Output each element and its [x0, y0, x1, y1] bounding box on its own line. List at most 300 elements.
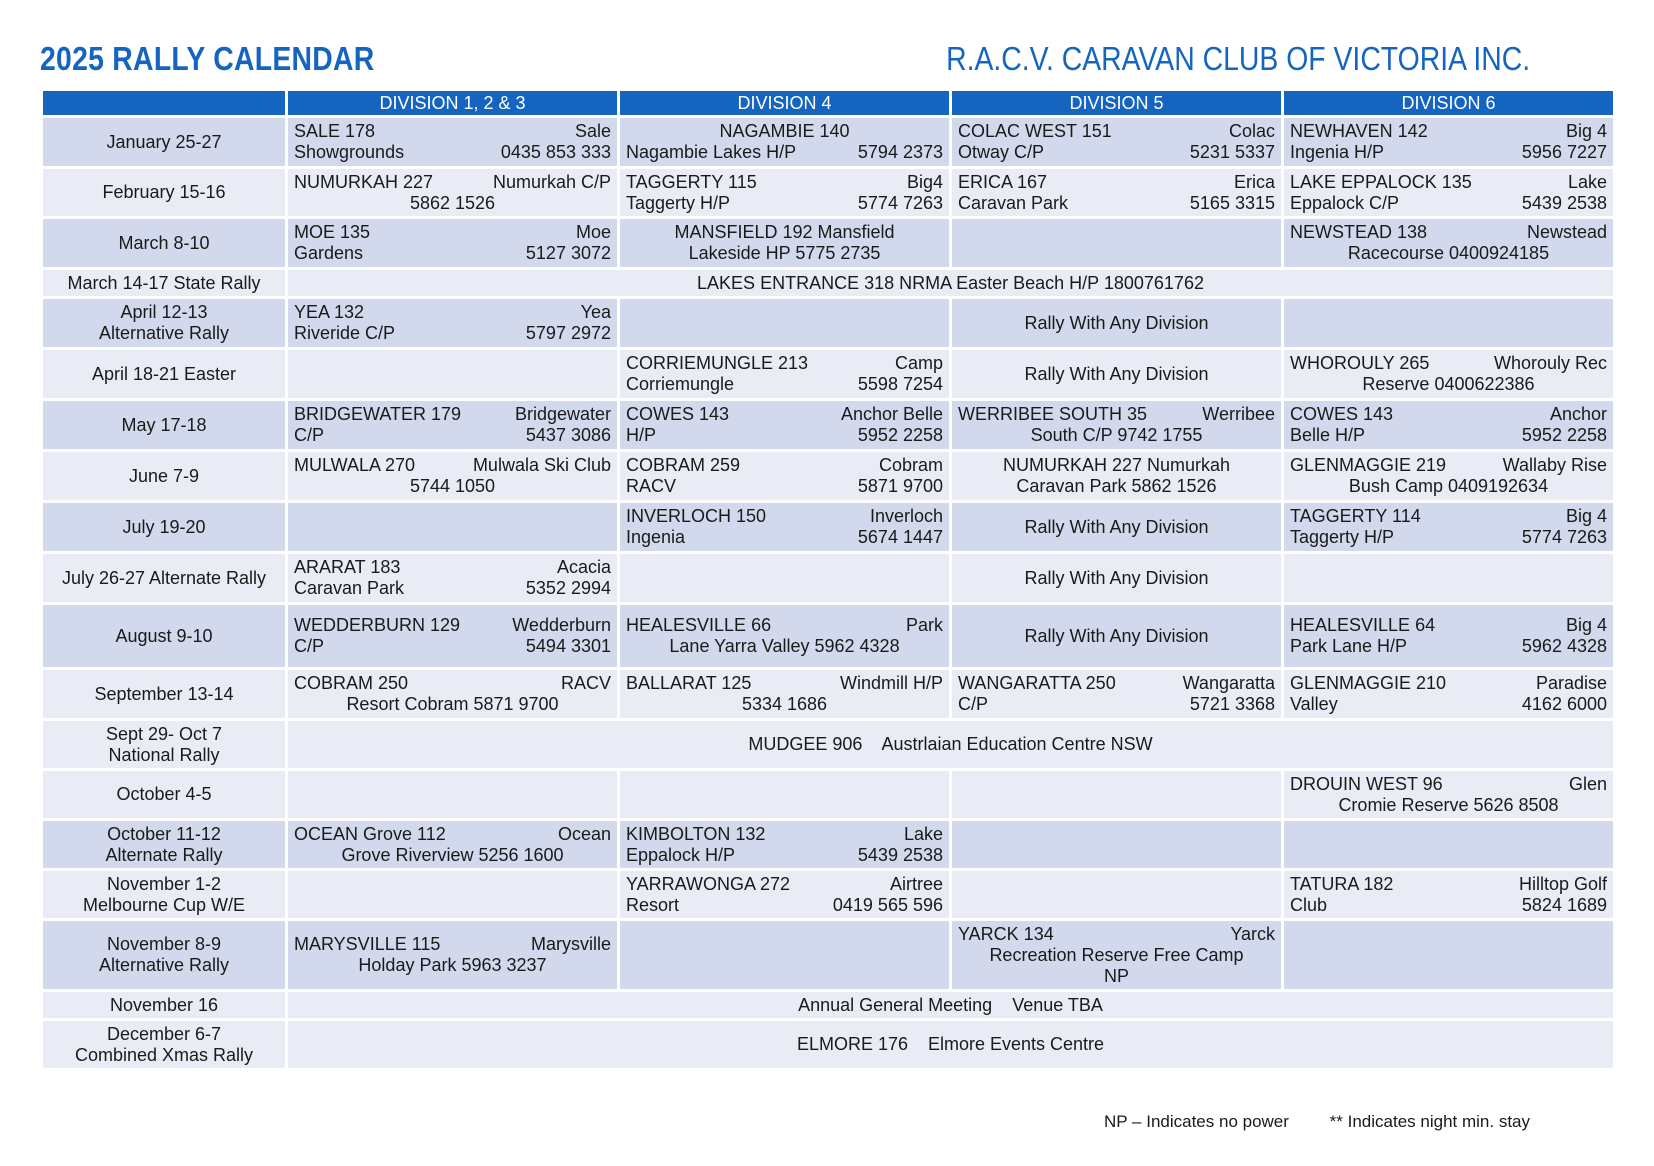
cell-text: 5774 7263	[857, 192, 943, 213]
division-cell	[620, 821, 949, 868]
table-row	[43, 605, 1613, 667]
division-cell	[952, 118, 1281, 166]
cell-text: Newstead	[1526, 222, 1607, 242]
cell-text: Belle H/P	[1290, 425, 1366, 445]
cell-line	[626, 455, 943, 476]
date-cell	[43, 921, 285, 989]
cell-text: 5439 2538	[857, 844, 943, 865]
division-cell	[620, 871, 949, 918]
cell-text: Racecourse 0400924185	[1347, 243, 1550, 263]
table-row	[43, 721, 1613, 768]
cell-line	[1290, 193, 1607, 214]
cell-text: YARRAWONGA 272	[626, 873, 791, 894]
footnote-night-stay: ** Indicates night min. stay	[1329, 1112, 1530, 1131]
date-cell	[43, 299, 285, 347]
cell-text: Taggerty H/P	[626, 192, 731, 213]
cell-line	[294, 694, 611, 715]
division-cell	[1284, 670, 1613, 718]
cell-text: HEALESVILLE 64	[1290, 615, 1436, 635]
cell-line	[1290, 222, 1607, 243]
cell-line	[626, 636, 943, 657]
date-cell	[43, 554, 285, 602]
cell-line	[958, 966, 1275, 987]
cell-line	[1290, 353, 1607, 374]
cell-text: Cromie Reserve 5626 8508	[1338, 794, 1559, 815]
event-text: MUDGEE 906 Austrlaian Education Centre NSW	[748, 734, 1153, 754]
date-line: March 14-17 State Rally	[67, 272, 261, 293]
cell-line	[1290, 636, 1607, 657]
cell-text: NEWHAVEN 142	[1290, 121, 1428, 141]
division-cell	[952, 821, 1281, 868]
cell-line	[1290, 874, 1607, 895]
cell-line	[1290, 795, 1607, 816]
cell-line	[958, 121, 1275, 142]
cell-line	[958, 142, 1275, 163]
cell-line	[626, 425, 943, 446]
cell-text: BALLARAT 125	[626, 673, 752, 693]
division-cell	[620, 401, 949, 449]
division-cell	[620, 605, 949, 667]
cell-text: Ingenia	[626, 527, 686, 547]
cell-line	[1290, 425, 1607, 446]
cell-text: Caravan Park	[958, 192, 1069, 213]
division-cell	[620, 169, 949, 216]
cell-line	[626, 193, 943, 214]
cell-text: Bush Camp 0409192634	[1348, 476, 1549, 496]
division-cell	[620, 350, 949, 398]
date-cell	[43, 871, 285, 918]
cell-text: Erica	[1233, 171, 1275, 192]
date-cell	[43, 169, 285, 216]
division-cell	[952, 921, 1281, 989]
cell-text: 5952 2258	[857, 425, 943, 445]
division-cell	[952, 670, 1281, 718]
cell-line	[626, 374, 943, 395]
cell-line	[294, 404, 611, 425]
cell-text: 5774 7263	[1521, 527, 1607, 547]
cell-line	[626, 845, 943, 866]
cell-line	[626, 172, 943, 193]
cell-text: TAGGERTY 115	[626, 171, 757, 192]
division-cell	[952, 771, 1281, 818]
cell-line	[1290, 455, 1607, 476]
cell-text: Recreation Reserve Free Camp	[989, 944, 1244, 965]
division-cell	[288, 452, 617, 500]
cell-text: COBRAM 259	[626, 455, 741, 475]
cell-text: Hilltop Golf	[1518, 873, 1607, 894]
cell-line	[1290, 476, 1607, 497]
cell-text: C/P	[294, 636, 325, 656]
cell-text: NP	[1103, 965, 1129, 986]
cell-line	[1290, 121, 1607, 142]
division-cell	[620, 503, 949, 551]
division-cell	[288, 554, 617, 602]
cell-text: 5797 2972	[525, 323, 611, 343]
division-cell	[620, 219, 949, 267]
date-line: September 13-14	[94, 683, 234, 704]
cell-text: Riveride C/P	[294, 323, 396, 343]
page-title: 2025 RALLY CALENDAR	[40, 40, 375, 77]
cell-line	[958, 404, 1275, 425]
date-line: January 25-27	[106, 131, 222, 152]
cell-text: Rally With Any Division	[1024, 567, 1209, 588]
cell-text: YEA 132	[294, 302, 365, 322]
cell-text: Glen	[1568, 773, 1607, 794]
cell-text: Gardens	[294, 243, 364, 263]
cell-text: Eppalock H/P	[626, 844, 736, 865]
cell-text: Anchor	[1549, 404, 1607, 424]
division-cell	[288, 771, 617, 818]
date-line: March 8-10	[118, 232, 210, 253]
cell-text: 5494 3301	[525, 636, 611, 656]
cell-text: Ocean	[557, 823, 611, 844]
cell-text: Nagambie Lakes H/P	[626, 142, 797, 162]
cell-text: WANGARATTA 250	[958, 673, 1116, 693]
cell-text: BRIDGEWATER 179	[294, 404, 462, 424]
division-cell	[288, 605, 617, 667]
date-line: July 19-20	[122, 516, 206, 537]
cell-text: Corriemungle	[626, 374, 735, 394]
cell-line	[1290, 243, 1607, 264]
combined-event-cell	[288, 992, 1613, 1018]
division-cell	[1284, 299, 1613, 347]
cell-text: 5352 2994	[525, 578, 611, 598]
cell-text: NEWSTEAD 138	[1290, 222, 1428, 242]
table-row	[43, 270, 1613, 296]
date-cell	[43, 821, 285, 868]
division-cell	[288, 169, 617, 216]
division-cell	[952, 554, 1281, 602]
division-cell	[288, 503, 617, 551]
cell-text: Paradise	[1535, 673, 1607, 693]
table-row	[43, 219, 1613, 267]
division-cell	[620, 921, 949, 989]
cell-line	[626, 694, 943, 715]
date-line: August 9-10	[115, 625, 213, 646]
cell-line	[958, 924, 1275, 945]
table-row	[43, 670, 1613, 718]
cell-text: Anchor Belle	[840, 404, 943, 424]
cell-text: Marysville	[530, 934, 611, 954]
date-cell	[43, 670, 285, 718]
division-cell	[952, 350, 1281, 398]
combined-event-cell	[288, 721, 1613, 768]
cell-text: 5674 1447	[857, 527, 943, 547]
cell-line	[294, 425, 611, 446]
cell-text: DROUIN WEST 96	[1290, 773, 1443, 794]
cell-line	[626, 222, 943, 243]
cell-line	[294, 121, 611, 142]
cell-line	[626, 615, 943, 636]
cell-line	[1290, 774, 1607, 795]
division-cell	[952, 219, 1281, 267]
cell-line	[626, 243, 943, 264]
cell-text: GLENMAGGIE 210	[1290, 673, 1447, 693]
cell-text: Big4	[906, 171, 943, 192]
cell-text: 5956 7227	[1521, 142, 1607, 162]
cell-text: Park Lane H/P	[1290, 636, 1408, 656]
division-cell	[1284, 871, 1613, 918]
cell-line	[1290, 374, 1607, 395]
cell-line	[294, 578, 611, 599]
division-cell	[620, 299, 949, 347]
table-row	[43, 299, 1613, 347]
cell-text: NAGAMBIE 140	[719, 121, 850, 141]
footnote-no-power: NP – Indicates no power	[1104, 1112, 1289, 1131]
cell-text: Caravan Park 5862 1526	[1016, 476, 1217, 496]
date-cell	[43, 401, 285, 449]
cell-text: WERRIBEE SOUTH 35	[958, 404, 1148, 424]
date-line: National Rally	[108, 744, 220, 765]
division-cell	[288, 871, 617, 918]
division-cell	[1284, 401, 1613, 449]
table-row	[43, 871, 1613, 918]
cell-text: Bridgewater	[514, 404, 611, 424]
cell-line	[294, 243, 611, 264]
division-cell	[1284, 503, 1613, 551]
cell-text: Caravan Park	[294, 578, 405, 598]
cell-text: Eppalock C/P	[1290, 192, 1400, 213]
cell-line	[626, 121, 943, 142]
cell-text: 4162 6000	[1521, 694, 1607, 714]
cell-text: MARYSVILLE 115	[294, 934, 441, 954]
cell-text: Yea	[580, 302, 611, 322]
cell-line	[1290, 673, 1607, 694]
date-line: April 12-13	[120, 302, 208, 322]
date-line: October 11-12	[107, 823, 221, 844]
cell-text: ERICA 167	[958, 171, 1048, 192]
cell-line	[958, 425, 1275, 446]
table-row	[43, 452, 1613, 500]
date-cell	[43, 721, 285, 768]
date-line: February 15-16	[102, 182, 226, 202]
cell-text: Lake	[1567, 171, 1607, 192]
cell-text: Park	[905, 615, 943, 635]
cell-text: 5962 4328	[1521, 636, 1607, 656]
footnotes	[1068, 1112, 1530, 1132]
division-cell	[952, 401, 1281, 449]
cell-text: 5824 1689	[1521, 894, 1607, 915]
cell-text: TAGGERTY 114	[1290, 506, 1421, 526]
cell-text: Big 4	[1565, 615, 1607, 635]
date-cell	[43, 452, 285, 500]
date-line: Alternate Rally	[105, 844, 223, 865]
division-cell	[952, 452, 1281, 500]
cell-line	[294, 955, 611, 976]
cell-text: SALE 178	[294, 121, 376, 141]
division-cell	[1284, 921, 1613, 989]
table-body	[43, 118, 1613, 1068]
cell-text: C/P	[294, 425, 325, 445]
division-cell	[288, 921, 617, 989]
cell-text: TATURA 182	[1290, 873, 1394, 894]
cell-line	[1290, 404, 1607, 425]
cell-text: Wedderburn	[512, 615, 611, 635]
date-line: Alternative Rally	[98, 323, 230, 343]
cell-line	[958, 476, 1275, 497]
division-cell	[1284, 169, 1613, 216]
cell-text: RACV	[626, 476, 677, 496]
cell-text: LAKE EPPALOCK 135	[1290, 171, 1472, 192]
division-cell	[1284, 452, 1613, 500]
cell-text: MOE 135	[294, 222, 371, 242]
cell-text: 5952 2258	[1521, 425, 1607, 445]
cell-text: Yarck	[1230, 923, 1275, 944]
column-header-division-4: DIVISION 4	[620, 91, 949, 115]
cell-text: Valley	[1290, 694, 1338, 714]
cell-text: Inverloch	[869, 506, 943, 526]
date-cell	[43, 219, 285, 267]
cell-text: Sale	[574, 121, 611, 141]
table-row	[43, 169, 1613, 216]
division-cell	[1284, 821, 1613, 868]
organisation-name: R.A.C.V. CARAVAN CLUB OF VICTORIA INC.	[945, 40, 1530, 77]
cell-line	[626, 895, 943, 916]
cell-text: MULWALA 270	[294, 455, 416, 475]
cell-text: GLENMAGGIE 219	[1290, 455, 1447, 475]
cell-line	[626, 142, 943, 163]
cell-text: 5871 9700	[857, 476, 943, 496]
division-cell	[288, 670, 617, 718]
cell-text: 5862 1526	[409, 192, 496, 213]
cell-text: Airtree	[889, 873, 943, 894]
cell-text: Whorouly Rec	[1493, 353, 1607, 373]
cell-line	[1290, 506, 1607, 527]
cell-text: 5744 1050	[409, 476, 496, 496]
event-text: LAKES ENTRANCE 318 NRMA Easter Beach H/P 1800761762	[697, 272, 1204, 293]
cell-text: 5334 1686	[741, 694, 828, 714]
date-line: May 17-18	[121, 414, 207, 435]
cell-line	[626, 353, 943, 374]
cell-line	[1290, 142, 1607, 163]
cell-text: Ingenia H/P	[1290, 142, 1385, 162]
cell-line	[958, 945, 1275, 966]
cell-text: RACV	[560, 673, 611, 693]
cell-line	[294, 142, 611, 163]
cell-text: Grove Riverview 5256 1600	[341, 844, 564, 865]
date-line: November 8-9	[106, 934, 222, 954]
cell-text: H/P	[626, 425, 657, 445]
cell-line	[958, 673, 1275, 694]
cell-text: Rally With Any Division	[1024, 363, 1209, 384]
table-row	[43, 921, 1613, 989]
cell-line	[294, 455, 611, 476]
date-cell	[43, 350, 285, 398]
division-cell	[1284, 605, 1613, 667]
cell-text: Rally With Any Division	[1024, 625, 1209, 646]
cell-text: 0435 853 333	[500, 142, 611, 162]
cell-line	[958, 172, 1275, 193]
cell-text: Rally With Any Division	[1024, 516, 1209, 537]
date-line: Melbourne Cup W/E	[82, 894, 246, 915]
division-cell	[620, 452, 949, 500]
cell-line	[294, 476, 611, 497]
cell-text: C/P	[958, 694, 989, 714]
cell-text: OCEAN Grove 112	[294, 823, 446, 844]
cell-line	[1290, 895, 1607, 916]
cell-line	[958, 694, 1275, 715]
cell-text: Cobram	[878, 455, 943, 475]
cell-text: Big 4	[1565, 506, 1607, 526]
event-text: ELMORE 176 Elmore Events Centre	[796, 1034, 1105, 1054]
cell-text: Numurkah C/P	[492, 171, 611, 192]
date-cell	[43, 503, 285, 551]
rally-calendar-table	[40, 88, 1616, 1071]
cell-line	[294, 636, 611, 657]
column-header-division-6: DIVISION 6	[1284, 91, 1613, 115]
table-row	[43, 554, 1613, 602]
cell-text: Lakeside HP 5775 2735	[688, 243, 881, 263]
cell-text: Resort Cobram 5871 9700	[346, 694, 559, 714]
cell-text: Holday Park 5963 3237	[358, 955, 547, 975]
date-cell	[43, 270, 285, 296]
date-line: November 1-2	[106, 873, 222, 894]
division-cell	[288, 219, 617, 267]
cell-text: Big 4	[1565, 121, 1607, 141]
cell-line	[626, 476, 943, 497]
table-row	[43, 503, 1613, 551]
date-cell	[43, 605, 285, 667]
cell-text: Wangaratta	[1182, 673, 1275, 693]
column-header-division-5: DIVISION 5	[952, 91, 1281, 115]
cell-text: 5721 3368	[1189, 694, 1275, 714]
date-cell	[43, 771, 285, 818]
cell-line	[294, 323, 611, 344]
cell-line	[294, 824, 611, 845]
date-cell	[43, 118, 285, 166]
cell-line	[958, 313, 1275, 334]
cell-text: NUMURKAH 227	[294, 171, 434, 192]
cell-line	[294, 172, 611, 193]
cell-text: HEALESVILLE 66	[626, 615, 772, 635]
cell-text: Acacia	[556, 557, 611, 577]
date-cell	[43, 1021, 285, 1068]
cell-line	[958, 364, 1275, 385]
division-cell	[952, 169, 1281, 216]
cell-text: Windmill H/P	[839, 673, 943, 693]
cell-line	[294, 193, 611, 214]
cell-line	[626, 527, 943, 548]
date-line: Alternative Rally	[98, 955, 230, 975]
cell-line	[958, 626, 1275, 647]
division-cell	[620, 670, 949, 718]
cell-line	[294, 934, 611, 955]
division-cell	[620, 554, 949, 602]
division-cell	[1284, 118, 1613, 166]
cell-text: Mulwala Ski Club	[472, 455, 611, 475]
division-cell	[1284, 350, 1613, 398]
cell-text: Colac	[1228, 121, 1275, 141]
cell-line	[626, 506, 943, 527]
table-row	[43, 118, 1613, 166]
division-cell	[288, 118, 617, 166]
cell-text: Werribee	[1202, 404, 1275, 424]
table-row	[43, 821, 1613, 868]
cell-text: Moe	[575, 222, 611, 242]
division-cell	[952, 503, 1281, 551]
cell-line	[294, 557, 611, 578]
cell-line	[626, 404, 943, 425]
division-cell	[288, 401, 617, 449]
division-cell	[1284, 771, 1613, 818]
cell-text: WEDDERBURN 129	[294, 615, 461, 635]
cell-line	[626, 824, 943, 845]
cell-text: South C/P 9742 1755	[1030, 425, 1203, 445]
table-row	[43, 771, 1613, 818]
cell-text: 0419 565 596	[832, 894, 943, 915]
cell-line	[294, 845, 611, 866]
column-header-date	[43, 91, 285, 115]
